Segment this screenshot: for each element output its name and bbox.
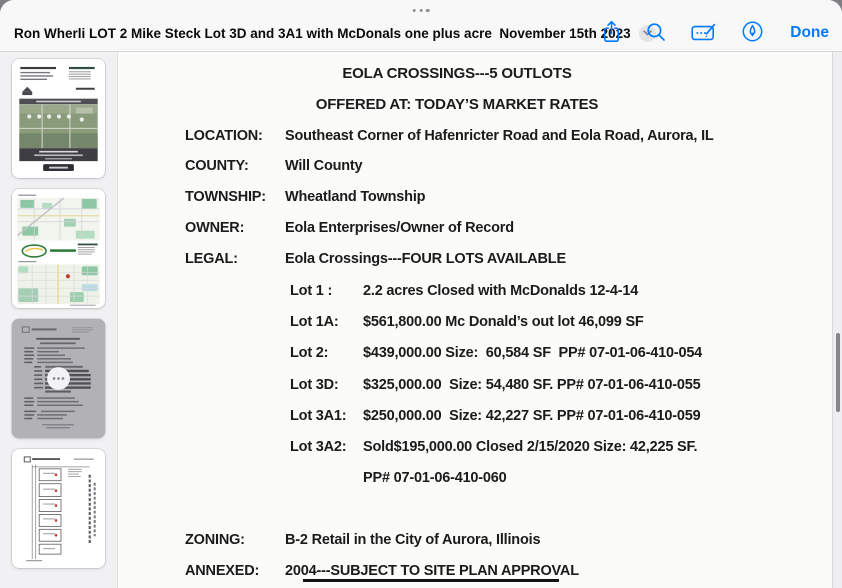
- field-label: COUNTY:: [185, 158, 249, 174]
- lot-value: $250,000.00 Size: 42,227 SF. PP# 07-01-06-410-059: [363, 408, 701, 424]
- document-page: [118, 52, 833, 588]
- lot-label: Lot 3D:: [290, 377, 339, 393]
- lot-value: Sold$195,000.00 Closed 2/15/2020 Size: 42,225 SF.: [363, 439, 698, 455]
- pencil-tool-button[interactable]: [742, 21, 763, 45]
- done-button[interactable]: Done: [790, 24, 829, 41]
- lot-label: Lot 2:: [290, 345, 329, 361]
- field-zoning: [118, 532, 832, 550]
- pencil-circle-icon: [742, 21, 763, 45]
- doc-subheading: OFFERED AT: TODAY’S MARKET RATES: [315, 96, 599, 113]
- lot-row-2: [118, 345, 832, 363]
- field-value: Wheatland Township: [285, 189, 426, 205]
- lot-value: $561,800.00 Mc Donald’s out lot 46,099 SF: [363, 314, 644, 330]
- lot-label: Lot 1A:: [290, 314, 339, 330]
- field-county: [118, 158, 832, 176]
- field-value: Eola Enterprises/Owner of Record: [285, 220, 514, 236]
- lot-value: 2.2 acres Closed with McDonalds 12-4-14: [363, 283, 639, 299]
- field-label: ZONING:: [185, 532, 245, 548]
- field-annexed: [118, 563, 832, 581]
- field-label: TOWNSHIP:: [185, 189, 266, 205]
- lot-row-3d: [118, 377, 832, 395]
- field-legal: [118, 251, 832, 269]
- lot-value: PP# 07-01-06-410-060: [363, 470, 507, 486]
- toolbar-actions: [602, 20, 829, 46]
- field-value: Will County: [285, 158, 363, 174]
- field-value: Southeast Corner of Hafenricter Road and Eola Road, Aurora, IL: [285, 128, 714, 144]
- field-value: B-2 Retail in the City of Aurora, Illinois: [285, 532, 541, 548]
- title-row: [0, 14, 842, 52]
- search-button[interactable]: [646, 22, 666, 45]
- lot-row-3a2-pp: [118, 470, 832, 488]
- page-thumbnail-4-site-plan[interactable]: [12, 449, 105, 568]
- document-title-menu[interactable]: [14, 25, 631, 42]
- lot-row-1: [118, 283, 832, 301]
- page-thumbnail-3-current-page[interactable]: [12, 319, 105, 438]
- document-title: Ron Wherli LOT 2 Mike Steck Lot 3D and 3A1 with McDonals one plus acre November 15th 2023: [14, 25, 631, 41]
- lot-row-3a2: [118, 439, 832, 457]
- markup-button[interactable]: [691, 22, 717, 45]
- field-owner: [118, 220, 832, 238]
- field-label: ANNEXED:: [185, 563, 260, 579]
- doc-heading: EOLA CROSSINGS---5 OUTLOTS: [342, 65, 572, 82]
- vertical-scrollbar[interactable]: [836, 333, 841, 412]
- field-label: OWNER:: [185, 220, 245, 236]
- document-viewport: [118, 52, 842, 588]
- toolbar: [0, 0, 842, 52]
- thumbnail-sidebar: [0, 52, 118, 588]
- page-thumbnail-1-flyer[interactable]: [12, 59, 105, 178]
- field-location: [118, 128, 832, 146]
- field-township: [118, 189, 832, 207]
- lot-row-1a: [118, 314, 832, 332]
- field-label: LEGAL:: [185, 251, 238, 267]
- lot-value: $439,000.00 Size: 60,584 SF PP# 07-01-06-410-054: [363, 345, 703, 361]
- field-value: 2004---SUBJECT TO SITE PLAN APPROVAL: [285, 563, 579, 579]
- search-icon: [646, 22, 666, 45]
- field-label: LOCATION:: [185, 128, 263, 144]
- lot-value: $325,000.00 Size: 54,480 SF. PP# 07-01-06-410-055: [363, 377, 701, 393]
- page-thumbnail-2-maps[interactable]: [12, 189, 105, 308]
- share-icon: [602, 20, 621, 46]
- share-button[interactable]: [602, 20, 621, 46]
- markup-icon: [691, 22, 717, 45]
- lot-label: Lot 3A2:: [290, 439, 347, 455]
- lot-label: Lot 3A1:: [290, 408, 347, 424]
- field-value: Eola Crossings---FOUR LOTS AVAILABLE: [285, 251, 566, 267]
- lot-label: Lot 1 :: [290, 283, 333, 299]
- lot-row-3a1: [118, 408, 832, 426]
